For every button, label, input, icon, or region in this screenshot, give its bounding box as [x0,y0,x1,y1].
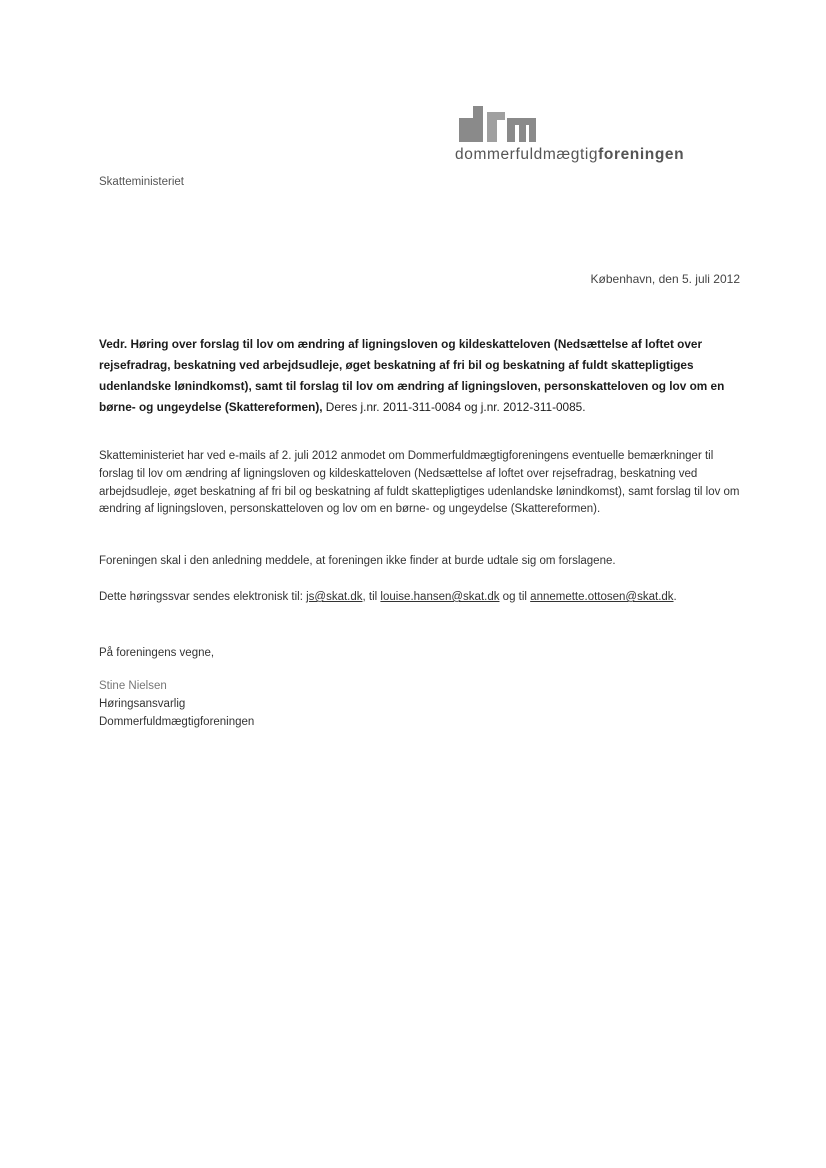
recipients-separator: , til [362,591,381,603]
email-link-louise[interactable]: louise.hansen@skat.dk [380,591,500,603]
body-paragraph-1: Skatteministeriet har ved e-mails af 2. juli 2012 anmodet om Dommerfuldmægtigforeningens eventuelle bemærkninger til forslag til lov om ændring af ligningsloven og kildeskatteloven (Nedsættelse af loftet over rejsefradrag, beskatning ved arbejdsudleje, øget beskatning af fri bil og beskatning af fuldt skattepligtiges udenlandske lønindkomst), samt forslag til lov om ændring af ligningsloven, personskatteloven og lov om en børne- og ungeydelse (Skattereformen). [99,450,740,516]
recipients-and: og til [499,591,531,603]
logo-wordmark-light: dommerfuldmægtig [455,146,599,163]
recipient: Skatteministeriet [99,176,185,188]
letterhead-logo [455,104,745,168]
subject-line [99,334,749,418]
subject-lead: Vedr. [99,337,128,351]
signer-name: Stine Nielsen [99,680,167,692]
subject-reference: Deres j.nr. 2011-311-0084 og j.nr. 2012-311-0085. [322,400,586,414]
email-link-js[interactable]: js@skat.dk [306,591,363,603]
subject-bold-text: Høring over forslag til lov om ændring af ligningsloven og kildeskatteloven (Nedsættelse af loftet over rejsefradrag, beskatning ved arbejdsudleje, øget beskatning af fri bil og beskatning af fuldt skattepligtiges udenlandske lønindkomst), samt til forslag til lov om ændring af ligningsloven, personskatteloven og lov om en børne- og ungeydelse (Skattereformen), [99,337,725,414]
email-link-annemette[interactable]: annemette.ottosen@skat.dk [530,591,674,603]
recipients-intro: Dette høringssvar sendes elektronisk til: [99,591,307,603]
dateline: København, den 5. juli 2012 [590,272,740,286]
closing: På foreningens vegne, [99,647,215,659]
logo-wordmark [455,146,684,164]
recipients-end: . [673,591,677,603]
signature-block [99,678,254,731]
signer-organization: Dommerfuldmægtigforeningen [99,715,255,728]
body-paragraph-2: Foreningen skal i den anledning meddele, at foreningen ikke finder at burde udtale sig om forslagene. [99,555,616,567]
logo-wordmark-bold: foreningen [598,146,685,163]
dfm-logo-mark [459,104,539,144]
body-paragraph-3 [99,589,749,607]
signer-role: Høringsansvarlig [99,697,186,710]
